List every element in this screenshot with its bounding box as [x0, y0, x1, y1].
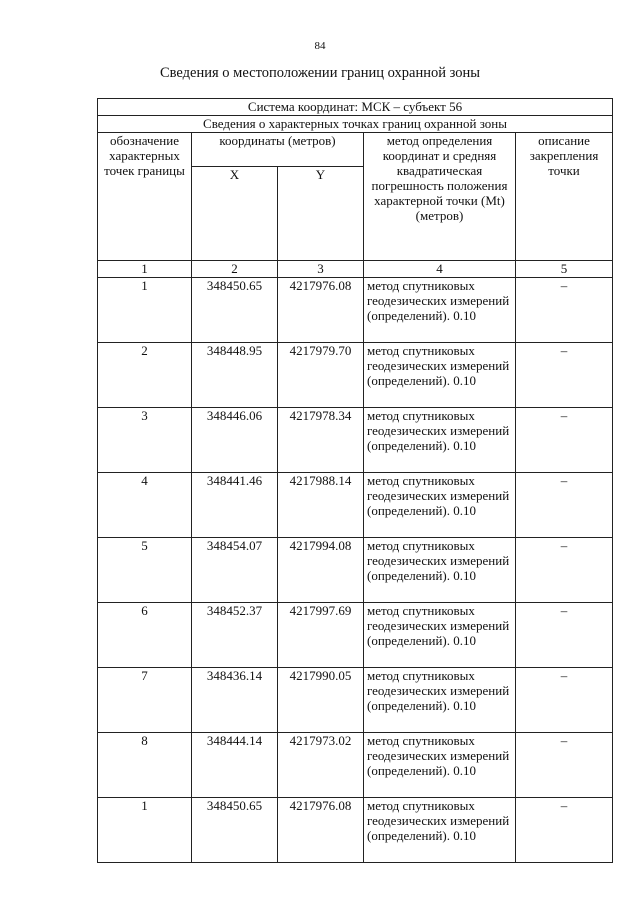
method-cell: метод спутниковых геодезических измерений (определений). 0.10: [364, 603, 516, 668]
point-cell: 1: [98, 798, 192, 863]
table-row: [98, 278, 613, 343]
y-cell: 4217988.14: [278, 473, 364, 538]
table-row: [98, 733, 613, 798]
desc-cell: –: [516, 538, 613, 603]
header-y: Y: [278, 167, 364, 261]
y-cell: 4217978.34: [278, 408, 364, 473]
desc-cell: –: [516, 668, 613, 733]
header-coords: координаты (метров): [192, 133, 364, 167]
table-row: [98, 603, 613, 668]
boundary-points-table: [97, 98, 613, 863]
desc-cell: –: [516, 343, 613, 408]
header-desc: описание закрепления точки: [516, 133, 613, 261]
x-cell: 348441.46: [192, 473, 278, 538]
column-index-row: [98, 261, 613, 278]
table-row: [98, 343, 613, 408]
x-cell: 348446.06: [192, 408, 278, 473]
point-cell: 8: [98, 733, 192, 798]
x-cell: 348452.37: [192, 603, 278, 668]
point-cell: 5: [98, 538, 192, 603]
desc-cell: –: [516, 733, 613, 798]
header-x: X: [192, 167, 278, 261]
table-row: [98, 538, 613, 603]
x-cell: 348450.65: [192, 798, 278, 863]
desc-cell: –: [516, 278, 613, 343]
point-cell: 1: [98, 278, 192, 343]
method-cell: метод спутниковых геодезических измерений (определений). 0.10: [364, 798, 516, 863]
col-index: 1: [98, 261, 192, 278]
y-cell: 4217976.08: [278, 798, 364, 863]
x-cell: 348444.14: [192, 733, 278, 798]
method-cell: метод спутниковых геодезических измерений (определений). 0.10: [364, 278, 516, 343]
header-point: обозначение характерных точек границы: [98, 133, 192, 261]
y-cell: 4217994.08: [278, 538, 364, 603]
section-header: Сведения о характерных точках границ охранной зоны: [98, 116, 613, 133]
desc-cell: –: [516, 603, 613, 668]
x-cell: 348454.07: [192, 538, 278, 603]
point-cell: 6: [98, 603, 192, 668]
col-index: 4: [364, 261, 516, 278]
table-row: [98, 668, 613, 733]
document-title: Сведения о местоположении границ охранной зоны: [159, 65, 480, 81]
x-cell: 348448.95: [192, 343, 278, 408]
y-cell: 4217973.02: [278, 733, 364, 798]
y-cell: 4217979.70: [278, 343, 364, 408]
point-cell: 7: [98, 668, 192, 733]
col-index: 2: [192, 261, 278, 278]
method-cell: метод спутниковых геодезических измерений (определений). 0.10: [364, 473, 516, 538]
table-row: [98, 798, 613, 863]
method-cell: метод спутниковых геодезических измерений (определений). 0.10: [364, 343, 516, 408]
y-cell: 4217990.05: [278, 668, 364, 733]
desc-cell: –: [516, 798, 613, 863]
desc-cell: –: [516, 473, 613, 538]
y-cell: 4217997.69: [278, 603, 364, 668]
desc-cell: –: [516, 408, 613, 473]
point-cell: 2: [98, 343, 192, 408]
point-cell: 4: [98, 473, 192, 538]
page-number: 84: [314, 40, 326, 52]
header-method: метод определения координат и средняя квадратическая погрешность положения характерной точки (Mt) (метров): [364, 133, 516, 261]
x-cell: 348436.14: [192, 668, 278, 733]
x-cell: 348450.65: [192, 278, 278, 343]
col-index: 3: [278, 261, 364, 278]
method-cell: метод спутниковых геодезических измерений (определений). 0.10: [364, 408, 516, 473]
coord-system-header: Система координат: МСК – субъект 56: [98, 99, 613, 116]
table-row: [98, 408, 613, 473]
table-row: [98, 473, 613, 538]
method-cell: метод спутниковых геодезических измерений (определений). 0.10: [364, 733, 516, 798]
method-cell: метод спутниковых геодезических измерений (определений). 0.10: [364, 668, 516, 733]
col-index: 5: [516, 261, 613, 278]
method-cell: метод спутниковых геодезических измерений (определений). 0.10: [364, 538, 516, 603]
y-cell: 4217976.08: [278, 278, 364, 343]
point-cell: 3: [98, 408, 192, 473]
